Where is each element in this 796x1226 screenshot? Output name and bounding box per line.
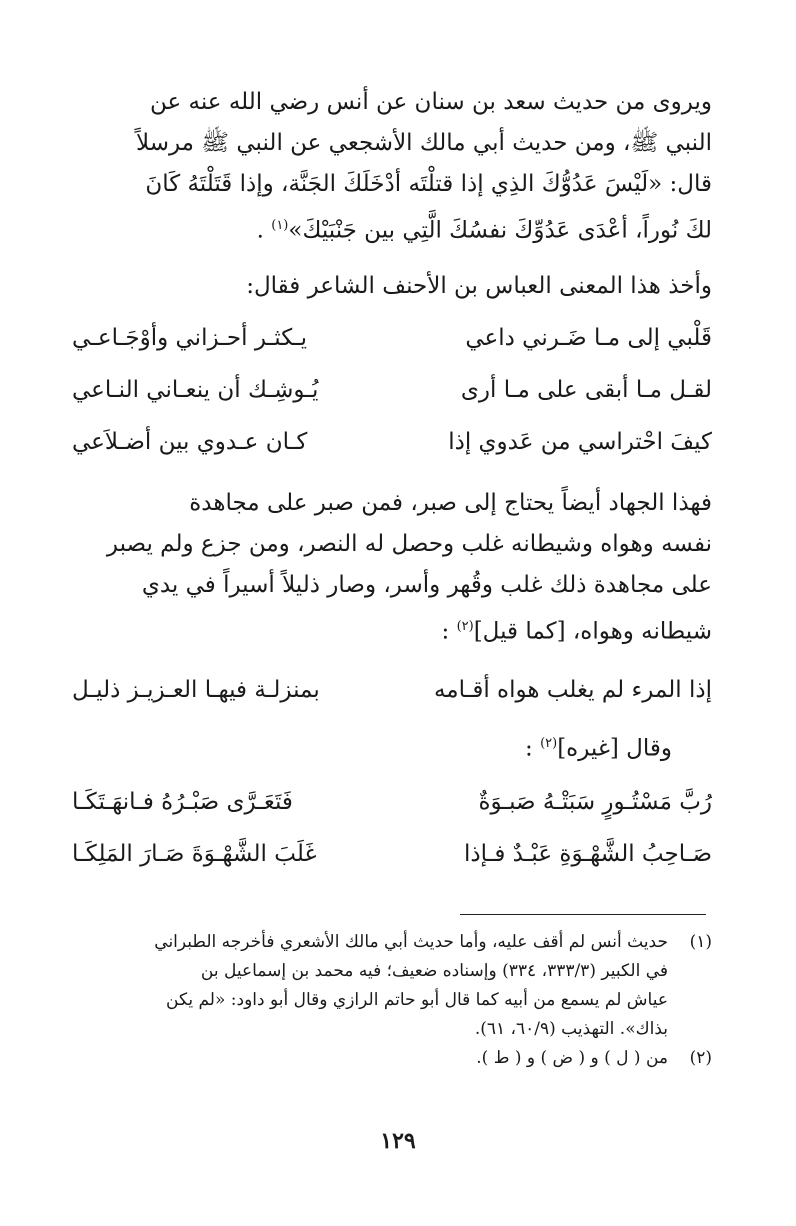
poem-3-intro — [72, 724, 712, 769]
footnote-text — [72, 1044, 668, 1073]
intro-paragraph — [72, 82, 712, 252]
poem-1 — [72, 313, 712, 469]
footnote-line: عياش لم يسمع من أبيه كما قال أبو حاتم الرازي وقال أبو داود: «لم يكن — [166, 990, 668, 1010]
verse-second-hemistich: يُـوشِـك أن ينعـاني النـاعي — [72, 377, 319, 404]
verse-first-hemistich: إذا المرء لم يغلب هواه أقـامه — [433, 676, 712, 703]
punctuation: . — [256, 217, 264, 244]
footnote — [72, 928, 712, 1044]
text-line: فهذا الجهاد أيضاً يحتاج إلى صبر، فمن صبر على مجاهدة — [189, 489, 712, 516]
verse-second-hemistich: بمنزلـة فيهـا العـزيـز ذليـل — [72, 676, 320, 703]
verse-first-hemistich: رُبَّ مَسْتُـورٍ سَبَتْـهُ صَبـوَةٌ — [478, 789, 712, 816]
verse-second-hemistich: يـكثـر أحـزاني وأوْجَـاعـي — [72, 325, 308, 352]
verse-first-hemistich: كيفَ احْتراسي من عَدوي إذا — [448, 429, 712, 456]
second-paragraph — [72, 483, 712, 653]
verse-second-hemistich: كـان عـدوي بين أضـلاَعي — [72, 429, 308, 456]
footnote-ref: (١) — [271, 218, 289, 233]
page-number: ١٢٩ — [380, 1128, 416, 1154]
line-text: وقال [غيره] — [557, 735, 672, 762]
footnote — [72, 1044, 712, 1073]
verse-line — [72, 829, 712, 881]
punctuation: : — [441, 618, 450, 645]
hadith-text: لكَ نُوراً، أعْدَى عَدُوِّكَ نفسُكَ الَّتِي بين جَنْبَيْكَ» — [288, 217, 712, 244]
verse-line — [72, 365, 712, 417]
footnote-line: في الكبير (٣٣٣/٣، ٣٣٤) وإسناده ضعيف؛ فيه محمد بن إسماعيل بن — [200, 961, 668, 981]
footnotes — [72, 928, 712, 1073]
main-text — [72, 82, 712, 881]
verse-line — [72, 777, 712, 829]
text-line: نفسه وهواه وشيطانه غلب وحصل له النصر، ومن جزع ولم يصبر — [106, 530, 712, 557]
text-line — [72, 606, 712, 653]
poem-2 — [72, 664, 712, 716]
verse-first-hemistich: لقـل مـا أبقى على مـا أرى — [460, 377, 712, 404]
verse-first-hemistich: قَلْبي إلى مـا ضَـرني داعي — [465, 325, 712, 352]
verse-second-hemistich: فَتَعَـرَّى صَبْـرُهُ فـانهَـتَكَـا — [72, 789, 293, 816]
poem-intro: وأخذ هذا المعنى العباس بن الأحنف الشاعر فقال: — [246, 272, 712, 299]
verse-first-hemistich: صَـاحِبُ الشَّهْـوَةِ عَبْـدٌ فـإذا — [463, 841, 712, 868]
footnote-text — [72, 928, 668, 1044]
footnote-ref: (٢) — [456, 618, 474, 634]
text-line — [72, 205, 712, 252]
footnote-divider — [460, 914, 706, 915]
text-line: على مجاهدة ذلك غلب وقُهر وأسر، وصار ذليلاً أسيراً في يدي — [141, 571, 712, 598]
footnote-line: حديث أنس لم أقف عليه، وأما حديث أبي مالك الأشعري فأخرجه الطبراني — [154, 932, 668, 952]
verse-line — [72, 664, 712, 716]
footnote-ref: (٢) — [540, 736, 558, 752]
punctuation: : — [525, 735, 533, 762]
verse-line — [72, 313, 712, 365]
text-line: النبي ﷺ، ومن حديث أبي مالك الأشجعي عن النبي ﷺ مرسلاً — [135, 130, 712, 156]
footnote-number: (٢) — [689, 1048, 712, 1068]
text-line: قال: «لَيْسَ عَدُوُّكَ الذِي إذا قتلْتَه أدْخَلَكَ الجَنَّة، وإذا قَتَلْتَهُ كَانَ — [145, 171, 712, 197]
verse-second-hemistich: غَلَبَ الشَّهْـوَةَ صَـارَ المَلِكَـا — [72, 841, 317, 868]
verse-line — [72, 417, 712, 469]
footnote-line: من ( ل ) و ( ض ) و ( ط ). — [476, 1048, 668, 1068]
poem-3 — [72, 777, 712, 881]
footnote-line: بذاك». التهذيب (٦٠/٩، ٦١). — [474, 1019, 668, 1039]
footnote-number: (١) — [689, 932, 712, 952]
line-text: شيطانه وهواه، [كما قيل] — [473, 618, 712, 645]
text-line: ويروى من حديث سعد بن سنان عن أنس رضي الله عنه عن — [149, 89, 712, 115]
